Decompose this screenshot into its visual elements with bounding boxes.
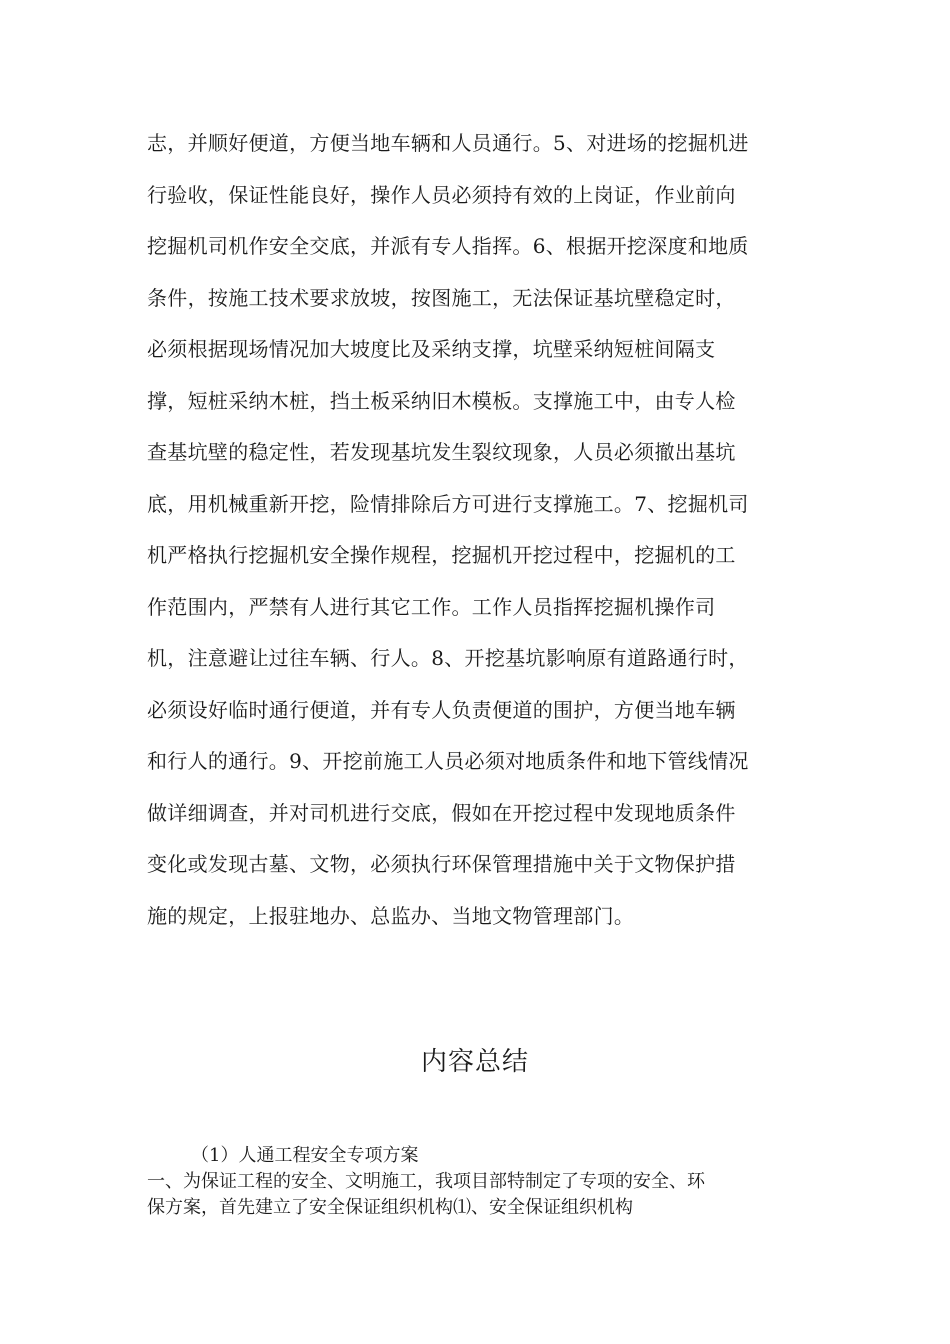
body-line: 变化或发现古墓、文物，必须执行环保管理措施中关于文物保护措 — [147, 852, 736, 876]
summary-line: 一、为保证工程的安全、文明施工，我项目部特制定了专项的安全、环 — [147, 1171, 705, 1192]
body-line: 做详细调查，并对司机进行交底，假如在开挖过程中发现地质条件 — [147, 800, 736, 825]
body-line: 和行人的通行。9、开挖前施工人员必须对地质条件和地下管线情况 — [147, 749, 749, 773]
summary-title: 内容总结 — [420, 1047, 529, 1077]
body-line: 必须设好临时通行便道，并有专人负责便道的围护，方便当地车辆 — [147, 697, 736, 722]
body-line: 行验收，保证性能良好，操作人员必须持有效的上岗证，作业前向 — [147, 182, 736, 207]
summary-block — [147, 1143, 812, 1221]
body-line: 施的规定，上报驻地办、总监办、当地文物管理部门。 — [147, 903, 635, 928]
summary-heading: （1）人通工程安全专项方案 — [191, 1145, 419, 1166]
body-line: 机严格执行挖掘机安全操作规程，挖掘机开挖过程中，挖掘机的工 — [147, 543, 736, 567]
body-line: 底，用机械重新开挖，险情排除后方可进行支撑施工。7、挖掘机司 — [147, 491, 749, 516]
body-line: 查基坑壁的稳定性，若发现基坑发生裂纹现象，人员必须撤出基坑 — [147, 440, 736, 464]
body-line: 撑，短桩采纳木桩，挡土板采纳旧木模板。支撑施工中，由专人检 — [147, 388, 736, 413]
body-line: 必须根据现场情况加大坡度比及采纳支撑，坑壁采纳短桩间隔支 — [147, 337, 716, 361]
body-line: 志，并顺好便道，方便当地车辆和人员通行。5、对进场的挖掘机进 — [147, 131, 749, 155]
summary-line: 保方案，首先建立了安全保证组织机构⑴、安全保证组织机构 — [147, 1197, 633, 1218]
body-line: 作范围内，严禁有人进行其它工作。工作人员指挥挖掘机操作司 — [147, 594, 716, 619]
body-line: 挖掘机司机作安全交底，并派有专人指挥。6、根据开挖深度和地质 — [147, 234, 749, 258]
body-line: 机，注意避让过往车辆、行人。8、开挖基坑影响原有道路通行时， — [147, 646, 749, 670]
body-paragraph — [147, 118, 812, 942]
body-line: 条件，按施工技术要求放坡，按图施工，无法保证基坑壁稳定时， — [147, 285, 736, 310]
